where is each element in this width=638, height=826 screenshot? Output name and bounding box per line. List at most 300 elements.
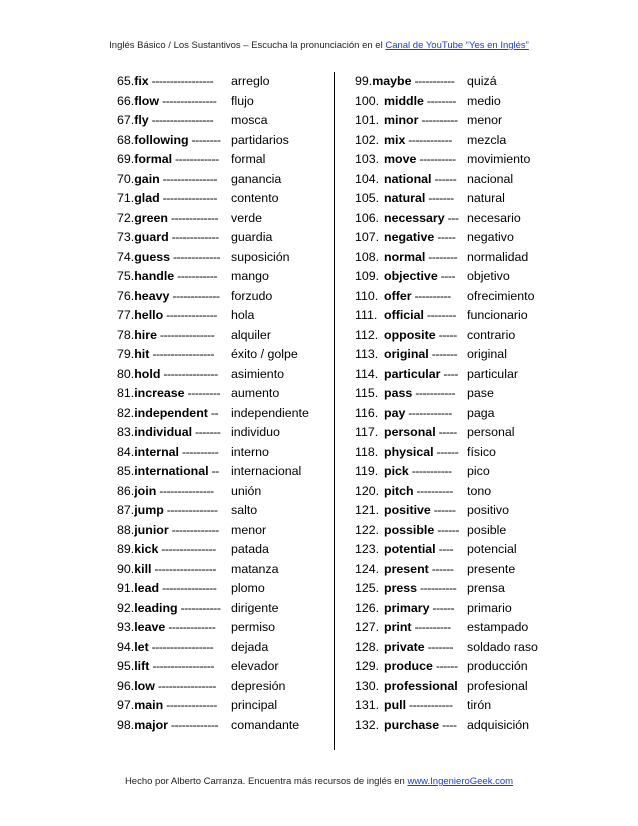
entry-number: 86. <box>117 483 135 498</box>
dash-separator: ------------ <box>405 132 452 147</box>
dash-separator: ---- <box>437 269 456 283</box>
vocab-entry <box>117 638 327 658</box>
dash-separator: ----------------- <box>148 639 214 654</box>
spanish-translation: patada <box>231 542 269 556</box>
english-word: purchase <box>384 717 440 732</box>
entry-number: 74. <box>117 249 135 264</box>
vocab-list-right <box>355 72 545 735</box>
entry-number: 109. <box>355 269 380 283</box>
english-word: natural <box>384 191 426 205</box>
entry-number: 70. <box>117 171 135 186</box>
vocab-entry <box>117 209 327 229</box>
entry-number: 90. <box>117 561 135 576</box>
spanish-translation: mosca <box>231 113 268 127</box>
dash-separator: ---------- <box>179 444 219 459</box>
vocab-entry <box>117 657 327 677</box>
dash-separator: ------------- <box>169 288 220 303</box>
vocab-entry <box>355 365 545 385</box>
english-word: pass <box>384 386 413 400</box>
english-word: major <box>134 717 168 732</box>
entry-number: 95. <box>117 659 135 673</box>
spanish-translation: primario <box>467 600 512 615</box>
spanish-translation: flujo <box>231 93 254 108</box>
entry-number: 83. <box>117 425 135 439</box>
vocab-entry <box>117 423 327 443</box>
english-word: individual <box>134 425 193 439</box>
vocab-entry <box>355 131 545 151</box>
vocab-entry <box>355 228 545 248</box>
entry-number: 77. <box>117 308 135 322</box>
english-word: following <box>134 132 189 147</box>
vocab-entry <box>355 248 545 268</box>
vocab-entry <box>117 365 327 385</box>
spanish-translation: aumento <box>231 386 280 400</box>
spanish-translation: formal <box>231 152 266 166</box>
vocab-entry <box>117 696 327 716</box>
english-word: leave <box>134 620 166 634</box>
entry-number: 68. <box>117 132 135 147</box>
dash-separator: -- <box>208 464 219 478</box>
english-word: minor <box>384 113 419 127</box>
english-word: gain <box>134 171 160 186</box>
vocab-entry <box>355 677 545 697</box>
entry-number: 79. <box>117 347 135 361</box>
dash-separator: ----------------- <box>149 659 214 673</box>
dash-separator: ------------- <box>167 210 219 225</box>
entry-number: 104. <box>355 171 380 186</box>
vocab-entry <box>355 306 545 326</box>
english-word: low <box>134 678 155 693</box>
english-word: middle <box>384 93 424 108</box>
page-footer <box>0 776 638 787</box>
dash-separator: ----------- <box>408 464 452 478</box>
entry-number: 112. <box>355 327 379 342</box>
entry-number: 88. <box>117 522 135 537</box>
vocab-entry <box>355 716 545 736</box>
vocab-entry <box>355 150 545 170</box>
entry-number: 97. <box>117 698 135 712</box>
dash-separator: ----- <box>435 327 457 342</box>
entry-number: 101. <box>355 113 380 127</box>
english-word: particular <box>384 366 441 381</box>
vocab-entry <box>117 599 327 619</box>
entry-number: 103. <box>355 152 380 166</box>
entry-number: 80. <box>117 366 135 381</box>
spanish-translation: permiso <box>231 620 276 634</box>
spanish-translation: nacional <box>467 171 514 186</box>
entry-number: 115. <box>355 386 379 400</box>
dash-separator: ---------- <box>417 581 457 595</box>
dash-separator: --------------- <box>158 542 216 556</box>
dash-separator: ----------------- <box>148 113 214 127</box>
spanish-translation: ganancia <box>231 171 282 186</box>
entry-number: 98. <box>117 717 135 732</box>
vocab-entry <box>117 170 327 190</box>
dash-separator: ------ <box>431 171 457 186</box>
english-word: increase <box>134 386 185 400</box>
vocab-entry <box>117 618 327 638</box>
entry-number: 128. <box>355 639 380 654</box>
dash-separator: ------ <box>428 561 454 576</box>
entry-number: 94. <box>117 639 135 654</box>
vocab-entry <box>117 150 327 170</box>
entry-number: 111. <box>355 308 378 322</box>
vocab-entry <box>355 287 545 307</box>
english-word: hit <box>134 347 150 361</box>
spanish-translation: ofrecimiento <box>467 288 535 303</box>
vocab-entry <box>117 131 327 151</box>
spanish-translation: partidarios <box>231 132 289 147</box>
entry-number: 122. <box>355 522 380 537</box>
vocab-entry <box>355 482 545 502</box>
dash-separator: -------- <box>188 132 221 147</box>
vocab-entry <box>355 92 545 112</box>
spanish-translation: alquiler <box>231 327 271 342</box>
dash-separator: ------- <box>428 347 458 361</box>
dash-separator: ---------- <box>418 113 458 127</box>
spanish-translation: tirón <box>467 698 492 712</box>
entry-number: 120. <box>355 483 380 498</box>
spanish-translation: necesario <box>467 210 521 225</box>
english-word: opposite <box>384 327 436 342</box>
entry-number: 82. <box>117 405 135 420</box>
english-word: glad <box>134 191 160 205</box>
entry-number: 72. <box>117 210 135 225</box>
english-word: professional <box>384 678 458 693</box>
english-word: heavy <box>134 288 170 303</box>
english-word: offer <box>384 288 412 303</box>
vocab-entry <box>355 384 545 404</box>
spanish-translation: pico <box>467 464 490 478</box>
dash-separator: --------------- <box>159 581 217 595</box>
entry-number: 65. <box>117 74 135 88</box>
entry-number: 105. <box>355 191 380 205</box>
entry-number: 67. <box>117 113 135 127</box>
english-word: jump <box>134 503 164 517</box>
vocab-entry <box>117 579 327 599</box>
vocab-entry <box>355 423 545 443</box>
english-word: official <box>384 308 424 322</box>
english-word: print <box>384 620 412 634</box>
spanish-translation: mezcla <box>467 132 507 147</box>
english-word: let <box>134 639 149 654</box>
english-word: hire <box>134 327 157 342</box>
spanish-translation: matanza <box>231 561 279 576</box>
vocab-entry <box>355 443 545 463</box>
entry-number: 110. <box>355 288 379 303</box>
entry-number: 84. <box>117 444 135 459</box>
vocab-entry <box>117 72 327 92</box>
dash-separator: ----------------- <box>148 74 214 88</box>
english-word: flow <box>134 93 160 108</box>
vocab-entry <box>117 404 327 424</box>
vocab-entry <box>117 482 327 502</box>
spanish-translation: profesional <box>467 678 528 693</box>
vocab-entry <box>355 111 545 131</box>
english-word: pitch <box>384 483 414 498</box>
english-word: potential <box>384 542 436 556</box>
english-word: objective <box>384 269 438 283</box>
entry-number: 107. <box>355 230 380 244</box>
entry-number: 131. <box>355 698 380 712</box>
entry-number: 91. <box>117 581 135 595</box>
footer-text: Hecho por Alberto Carranza. Encuentra más recursos de inglés en <box>124 776 408 787</box>
dash-separator: --------- <box>184 386 221 400</box>
spanish-translation: potencial <box>467 542 517 556</box>
dash-separator: ------ <box>434 522 459 537</box>
english-word: kick <box>134 542 159 556</box>
dash-separator: ------ <box>430 503 456 517</box>
english-word: pick <box>384 464 409 478</box>
dash-separator: --- <box>444 210 459 225</box>
dash-separator: ------------- <box>168 230 219 244</box>
spanish-translation: adquisición <box>467 717 529 732</box>
dash-separator: ---- <box>440 366 458 381</box>
vocab-entry <box>355 618 545 638</box>
english-word: normal <box>384 249 426 264</box>
english-word: leading <box>134 600 178 615</box>
english-word: formal <box>134 152 173 166</box>
vocab-entry <box>117 248 327 268</box>
dash-separator: -------------- <box>163 503 218 517</box>
dash-separator: ------- <box>192 425 221 439</box>
english-word: independent <box>134 405 208 420</box>
english-word: primary <box>384 600 430 615</box>
spanish-translation: dirigente <box>231 600 279 615</box>
entry-number: 132. <box>355 717 380 732</box>
spanish-translation: plomo <box>231 581 265 595</box>
vocab-entry <box>117 462 327 482</box>
vocab-entry <box>355 326 545 346</box>
entry-number: 73. <box>117 230 135 244</box>
english-word: main <box>134 698 164 712</box>
dash-separator: ---------- <box>416 152 456 166</box>
dash-separator: ------------ <box>406 698 453 712</box>
english-word: national <box>384 171 432 186</box>
english-word: internal <box>134 444 179 459</box>
entry-number: 71. <box>117 191 135 205</box>
vocab-entry <box>355 696 545 716</box>
spanish-translation: contrario <box>467 327 516 342</box>
spanish-translation: menor <box>467 113 503 127</box>
entry-number: 125. <box>355 581 380 595</box>
spanish-translation: prensa <box>467 581 505 595</box>
dash-separator: ------- <box>424 639 453 654</box>
entry-number: 114. <box>355 366 379 381</box>
english-word: junior <box>134 522 169 537</box>
dash-separator: ----------------- <box>151 561 217 576</box>
vocab-entry <box>355 579 545 599</box>
dash-separator: --------------- <box>156 483 214 498</box>
spanish-translation: normalidad <box>467 249 529 264</box>
spanish-translation: original <box>467 347 507 361</box>
vocab-entry <box>355 501 545 521</box>
vocab-entry <box>117 189 327 209</box>
english-word: move <box>384 152 417 166</box>
vocab-entry <box>117 521 327 541</box>
vocab-entry <box>355 72 545 92</box>
entry-number: 117. <box>355 425 379 439</box>
spanish-translation: particular <box>467 366 518 381</box>
page-header <box>0 40 638 51</box>
spanish-translation: guardia <box>231 230 273 244</box>
entry-number: 75. <box>117 269 135 283</box>
dash-separator: ------- <box>425 191 454 205</box>
spanish-translation: individuo <box>231 425 280 439</box>
english-word: necessary <box>384 210 445 225</box>
english-word: pull <box>384 698 407 712</box>
spanish-translation: hola <box>231 308 255 322</box>
english-word: negative <box>384 230 435 244</box>
spanish-translation: positivo <box>467 503 510 517</box>
vocab-entry <box>355 404 545 424</box>
dash-separator: ----- <box>435 425 457 439</box>
entry-number: 100. <box>355 93 380 108</box>
vocab-entry <box>117 92 327 112</box>
entry-number: 78. <box>117 327 135 342</box>
dash-separator: ---- <box>439 717 457 732</box>
vocab-entry <box>117 560 327 580</box>
vocab-list-left <box>117 72 327 735</box>
entry-number: 92. <box>117 600 135 615</box>
dash-separator: -------------- <box>163 698 217 712</box>
vocab-entry <box>355 599 545 619</box>
spanish-translation: verde <box>231 210 262 225</box>
spanish-translation: movimiento <box>467 152 531 166</box>
entry-number: 96. <box>117 678 135 693</box>
vocab-entry <box>117 443 327 463</box>
spanish-translation: soldado raso <box>467 639 538 654</box>
english-word: maybe <box>372 74 412 88</box>
vocab-entry <box>117 677 327 697</box>
youtube-channel-link[interactable]: Canal de YouTube “Yes en Inglés” <box>385 40 529 51</box>
entry-number: 81. <box>117 386 135 400</box>
vocab-entry <box>117 345 327 365</box>
dash-separator: --------------- <box>159 191 218 205</box>
entry-number: 129. <box>355 659 380 673</box>
entry-number: 85. <box>117 464 135 478</box>
dash-separator: ------------- <box>168 522 219 537</box>
spanish-translation: forzudo <box>231 288 273 303</box>
entry-number: 113. <box>355 347 379 361</box>
dash-separator: --------------- <box>159 171 218 186</box>
vocab-entry <box>117 111 327 131</box>
spanish-translation: negativo <box>467 230 514 244</box>
dash-separator: ------------ <box>405 405 452 420</box>
entry-number: 126. <box>355 600 380 615</box>
dash-separator: ----------- <box>177 600 221 615</box>
spanish-translation: personal <box>467 425 515 439</box>
english-word: possible <box>384 522 435 537</box>
spanish-translation: quizá <box>467 74 497 88</box>
dash-separator: ---------------- <box>154 678 216 693</box>
spanish-translation: funcionario <box>467 308 528 322</box>
spanish-translation: físico <box>467 444 496 459</box>
spanish-translation: menor <box>231 522 267 537</box>
english-word: present <box>384 561 429 576</box>
vocab-entry <box>355 540 545 560</box>
english-word: original <box>384 347 429 361</box>
entry-number: 99. <box>355 74 373 88</box>
entry-number: 106. <box>355 210 380 225</box>
vocab-entry <box>117 287 327 307</box>
spanish-translation: paga <box>467 405 495 420</box>
dash-separator: -------- <box>423 93 456 108</box>
vocab-entry <box>355 560 545 580</box>
vocab-entry <box>117 716 327 736</box>
vocab-entry <box>117 267 327 287</box>
spanish-translation: independiente <box>231 405 309 420</box>
vocab-entry <box>117 384 327 404</box>
spanish-translation: éxito / golpe <box>231 347 298 361</box>
spanish-translation: estampado <box>467 620 529 634</box>
dash-separator: ------ <box>433 444 459 459</box>
entry-number: 130. <box>355 678 380 693</box>
english-word: handle <box>134 269 175 283</box>
spanish-translation: contento <box>231 191 279 205</box>
english-word: private <box>384 639 425 654</box>
spanish-translation: mango <box>231 269 269 283</box>
english-word: mix <box>384 132 406 147</box>
spanish-translation: interno <box>231 444 269 459</box>
english-word: fix <box>134 74 149 88</box>
vocab-entry <box>355 189 545 209</box>
english-word: hello <box>134 308 164 322</box>
vocab-entry <box>355 345 545 365</box>
spanish-translation: pase <box>467 386 494 400</box>
english-word: green <box>134 210 168 225</box>
dash-separator: ----------- <box>174 269 218 283</box>
entry-number: 93. <box>117 620 135 634</box>
dash-separator: ------------ <box>172 152 219 166</box>
entry-number: 116. <box>355 405 379 420</box>
spanish-translation: principal <box>231 698 278 712</box>
english-word: produce <box>384 659 433 673</box>
vocab-entry <box>355 638 545 658</box>
entry-number: 69. <box>117 152 135 166</box>
entry-number: 66. <box>117 93 135 108</box>
spanish-translation: asimiento <box>231 366 285 381</box>
dash-separator: ----------------- <box>149 347 214 361</box>
dash-separator: --------------- <box>160 366 218 381</box>
entry-number: 124. <box>355 561 380 576</box>
dash-separator: ---- <box>435 542 454 556</box>
entry-number: 118. <box>355 444 379 459</box>
english-word: kill <box>134 561 152 576</box>
english-word: physical <box>384 444 434 459</box>
dash-separator: -------- <box>425 249 458 264</box>
entry-number: 76. <box>117 288 135 303</box>
entry-number: 102. <box>355 132 380 147</box>
english-word: personal <box>384 425 436 439</box>
dash-separator: ----------- <box>412 386 456 400</box>
vocab-entry <box>117 326 327 346</box>
website-link[interactable]: www.IngenieroGeek.com <box>407 776 514 787</box>
spanish-translation: arreglo <box>231 74 270 88</box>
dash-separator: ----------- <box>411 74 455 88</box>
spanish-translation: medio <box>467 93 501 108</box>
spanish-translation: presente <box>467 561 516 576</box>
spanish-translation: natural <box>467 191 505 205</box>
header-text: Inglés Básico / Los Sustantivos – Escucha la pronunciación en el <box>109 40 386 51</box>
english-word: fly <box>134 113 149 127</box>
english-word: guard <box>134 230 169 244</box>
vocab-entry <box>355 267 545 287</box>
english-word: hold <box>134 366 161 381</box>
dash-separator: --------------- <box>159 93 217 108</box>
dash-separator: -------------- <box>163 308 217 322</box>
vocab-entry <box>355 657 545 677</box>
